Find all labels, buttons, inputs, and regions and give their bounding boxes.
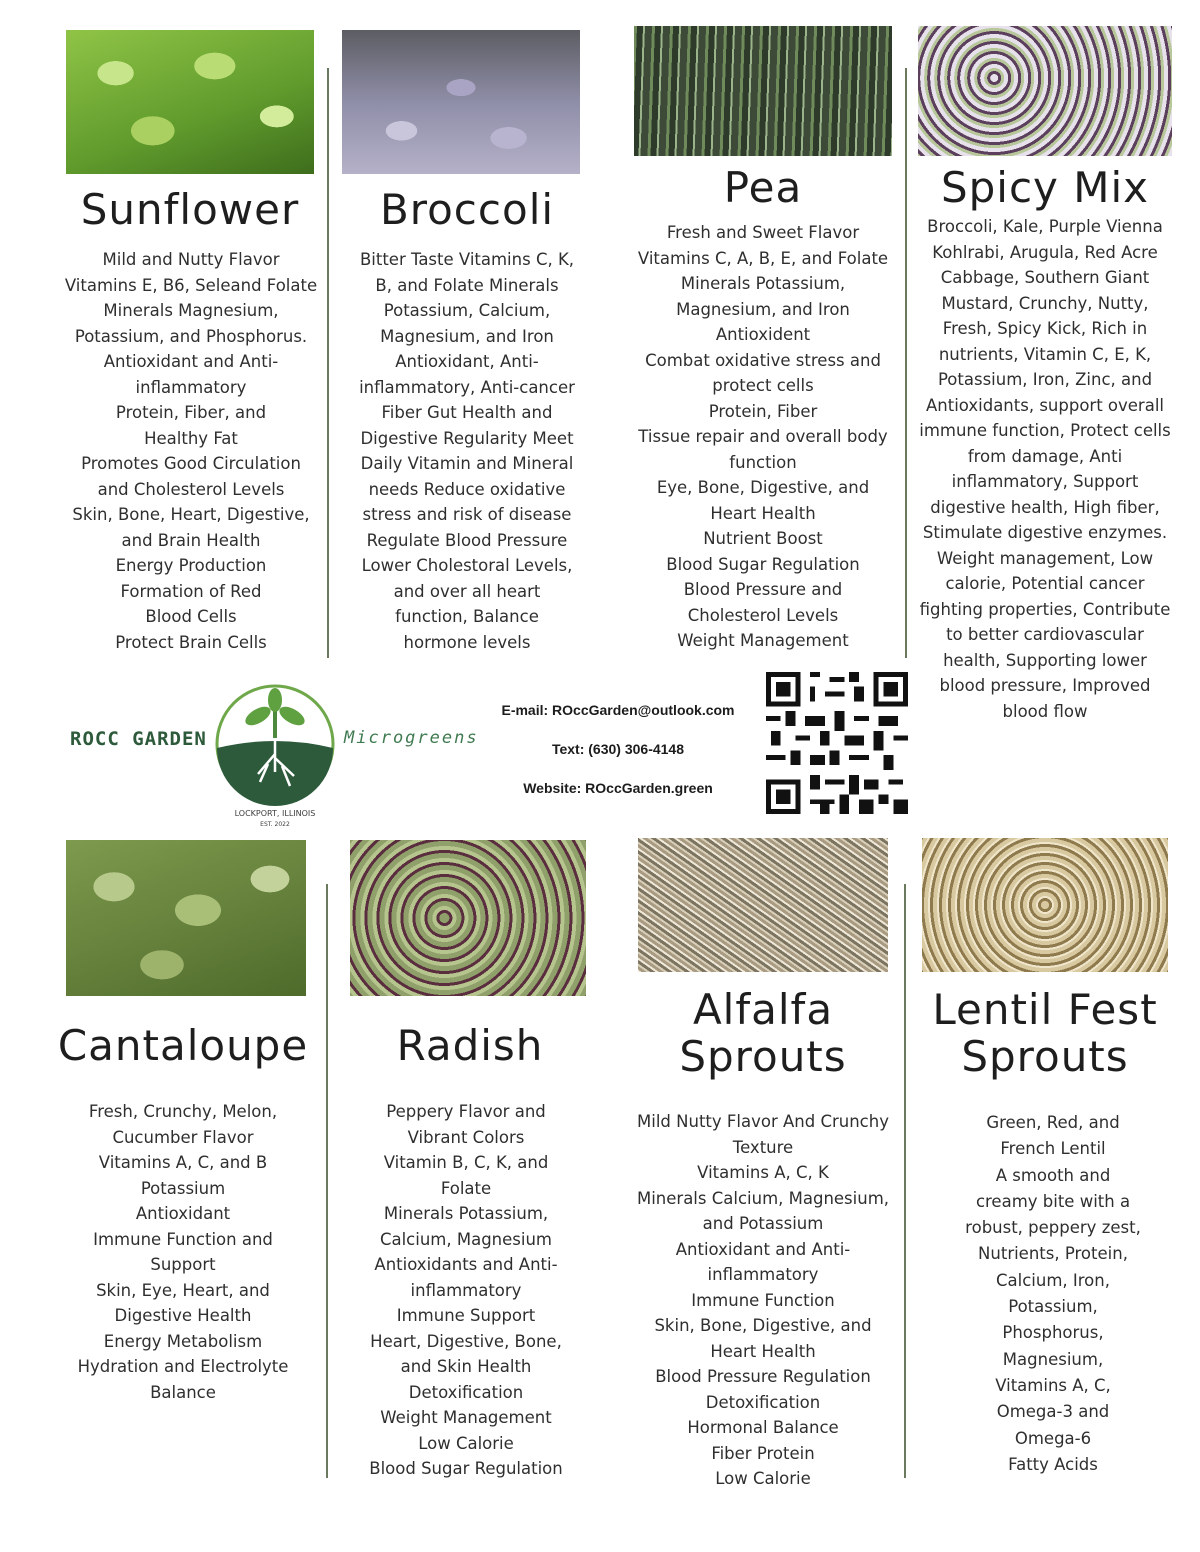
detail-line: Vitamins E, B6, Seleand Folate [64, 275, 318, 295]
detail-line: Green, Red, and [986, 1113, 1120, 1132]
detail-line: Low Calorie [715, 1469, 811, 1488]
detail-line: stress and risk of disease [362, 505, 572, 524]
detail-line: Immune Function [691, 1290, 835, 1310]
detail-line: fighting properties, Contribute [919, 599, 1171, 619]
detail-line: Fresh, Crunchy, Melon, [88, 1102, 278, 1121]
detail-line: Antioxidant and Anti- [103, 352, 279, 371]
detail-line: Hydration and Electrolyte [77, 1357, 289, 1376]
detail-line: Calcium, Iron, [996, 1270, 1110, 1290]
alfalfa-title-line: Sprouts [679, 1032, 847, 1082]
detail-line: Fiber Protein [711, 1443, 815, 1463]
detail-line: Tissue repair and overall body [638, 427, 888, 446]
detail-line: Kohlrabi, Arugula, Red Acre [932, 242, 1158, 262]
detail-line: Magnesium, [1002, 1349, 1104, 1369]
detail-line: robust, peppery zest, [965, 1218, 1141, 1238]
detail-line: Broccoli, Kale, Purple Vienna [927, 217, 1163, 236]
column-divider [327, 68, 329, 658]
detail-line: Antioxidant, Anti- [395, 352, 539, 371]
radish-details [340, 1099, 592, 1482]
detail-line: Blood Pressure Regulation [655, 1367, 871, 1386]
detail-line: Blood Cells [145, 607, 237, 626]
detail-line: inflammatory [410, 1280, 522, 1300]
detail-line: Blood Sugar Regulation [369, 1459, 563, 1478]
detail-line: Omega-6 [1014, 1428, 1092, 1448]
detail-line: Weight Management [677, 631, 849, 650]
detail-line: Blood Pressure and [683, 580, 843, 599]
detail-line: Energy Production [115, 556, 267, 575]
sunflower-photo [66, 30, 314, 174]
detail-line: Potassium, and Phosphorus. [74, 326, 308, 346]
contact-text: Text: (630) 306-4148 [551, 741, 685, 757]
detail-line: Low Calorie [418, 1433, 514, 1453]
detail-line: Promotes Good Circulation [81, 454, 301, 473]
detail-line: Heart, Digestive, Bone, [370, 1331, 562, 1351]
detail-line: immune function, Protect cells [919, 421, 1171, 440]
brand-tagline: Microgreens [344, 728, 479, 748]
detail-line: Protein, Fiber, and [115, 403, 267, 422]
detail-line: blood pressure, Improved [939, 676, 1151, 695]
pea-details [626, 220, 900, 654]
column-divider [905, 68, 907, 658]
detail-line: blood flow [1002, 701, 1088, 721]
lentil-fest-sprouts-title [918, 986, 1172, 1080]
detail-line: Antioxidant [135, 1204, 231, 1223]
detail-line: and Brain Health [121, 530, 261, 550]
detail-line: health, Supporting lower [943, 650, 1147, 670]
broccoli-details [340, 247, 594, 655]
alfalfa-sprouts-details [624, 1109, 902, 1492]
detail-line: protect cells [712, 376, 814, 395]
detail-line: nutrients, Vitamin C, E, K, [938, 344, 1152, 364]
detail-line: to better cardiovascular [946, 625, 1144, 644]
cantaloupe-title: Cantaloupe [57, 1021, 309, 1070]
detail-line: Nutrients, Protein, [978, 1244, 1128, 1264]
sunflower-details [56, 247, 326, 655]
detail-line: inflammatory, Anti-cancer [359, 377, 575, 397]
detail-line: Calcium, Magnesium [379, 1229, 553, 1249]
detail-line: Digestive Health [114, 1306, 252, 1325]
detail-line: Immune Function and [93, 1229, 273, 1249]
detail-line: Immune Support [396, 1306, 536, 1325]
detail-line: Vibrant Colors [407, 1127, 525, 1147]
logo-location-text: LOCKPORT, ILLINOIS [234, 809, 316, 818]
column-divider [326, 884, 328, 1478]
detail-line: Minerals Calcium, Magnesium, [636, 1188, 890, 1208]
detail-line: Potassium, Calcium, [383, 301, 551, 320]
spicy-mix-details [912, 214, 1178, 724]
detail-line: Antioxident [715, 325, 811, 344]
detail-line: Fiber Gut Health and [381, 403, 553, 422]
broccoli-title: Broccoli [379, 185, 555, 234]
spicy-mix-title: Spicy Mix [940, 163, 1150, 212]
logo-established-text: EST. 2022 [260, 821, 290, 826]
detail-line: Folate [440, 1178, 492, 1198]
rocc-garden-logo-icon [210, 676, 340, 826]
detail-line: Mustard, Crunchy, Nutty, [941, 293, 1149, 313]
detail-line: Texture [732, 1137, 794, 1157]
detail-line: function, Balance [395, 607, 539, 626]
cantaloupe-details [56, 1099, 310, 1405]
detail-line: Stimulate digestive enzymes. [922, 523, 1168, 542]
detail-line: Bitter Taste Vitamins C, K, [359, 250, 575, 269]
detail-line: Vitamin B, C, K, and [383, 1153, 549, 1172]
detail-line: Heart Health [710, 1341, 816, 1361]
detail-line: Cabbage, Southern Giant [940, 268, 1150, 287]
detail-line: Vitamins A, C, and B [98, 1153, 268, 1172]
detail-line: Mild and Nutty Flavor [102, 250, 280, 269]
detail-line: Vitamins C, A, B, E, and Folate [637, 248, 889, 268]
detail-line: Magnesium, and Iron [676, 299, 850, 319]
detail-line: inflammatory [135, 377, 247, 397]
pea-title: Pea [723, 163, 803, 212]
lentil-fest-sprouts-photo [922, 838, 1168, 972]
detail-line: Regulate Blood Pressure [366, 530, 568, 550]
detail-line: Blood Sugar Regulation [666, 554, 860, 574]
detail-line: A smooth and [995, 1165, 1111, 1185]
sunflower-title: Sunflower [80, 185, 300, 234]
detail-line: Fresh and Sweet Flavor [666, 223, 860, 242]
detail-line: Antioxidants, support overall [925, 395, 1164, 415]
detail-line: Potassium, Iron, Zinc, and [937, 370, 1153, 389]
detail-line: Fresh, Spicy Kick, Rich in [942, 319, 1148, 338]
detail-line: Potassium [140, 1178, 226, 1198]
spicy-mix-photo [918, 26, 1172, 156]
contact-website: Website: ROccGarden.green [523, 780, 713, 796]
detail-line: B, and Folate Minerals [375, 275, 559, 295]
detail-line: Minerals Potassium, [383, 1204, 549, 1223]
detail-line: Daily Vitamin and Mineral [360, 454, 574, 473]
detail-line: Omega-3 and [996, 1402, 1110, 1422]
alfalfa-title-line: Alfalfa [692, 985, 834, 1034]
detail-line: Weight Management [380, 1408, 552, 1427]
detail-line: Vitamins A, C, K [697, 1163, 829, 1182]
detail-line: creamy bite with a [975, 1191, 1131, 1211]
detail-line: and Potassium [702, 1214, 824, 1233]
detail-line: Formation of Red [120, 581, 262, 601]
detail-line: Potassium, [1008, 1297, 1098, 1317]
qr-code-icon[interactable] [766, 672, 908, 814]
detail-line: Antioxidants and Anti- [374, 1255, 558, 1274]
detail-line: Magnesium, and Iron [380, 326, 554, 346]
alfalfa-sprouts-photo [638, 838, 888, 972]
detail-line: hormone levels [403, 632, 531, 652]
detail-line: Phosphorus, [1002, 1323, 1104, 1343]
pea-photo [634, 26, 892, 156]
detail-line: and over all heart [393, 581, 541, 601]
lentil-fest-sprouts-details [940, 1110, 1166, 1478]
brand-name: ROCC GARDEN [70, 728, 207, 750]
lentil-title-line: Lentil Fest [932, 985, 1158, 1034]
detail-line: Healthy Fat [144, 428, 238, 448]
detail-line: Antioxidant and Anti- [675, 1239, 851, 1259]
detail-line: Cucumber Flavor [112, 1127, 254, 1147]
radish-photo [350, 840, 586, 996]
detail-line: and Skin Health [400, 1357, 532, 1376]
detail-line: Minerals Potassium, [680, 274, 846, 293]
detail-line: Skin, Eye, Heart, and [96, 1280, 270, 1300]
detail-line: and Cholesterol Levels [97, 479, 285, 499]
detail-line: function [729, 452, 797, 472]
detail-line: Combat oxidative stress and [645, 350, 881, 370]
detail-line: Skin, Bone, Digestive, and [654, 1316, 872, 1335]
detail-line: Protein, Fiber [708, 401, 818, 421]
alfalfa-sprouts-title [634, 986, 892, 1080]
detail-line: Heart Health [710, 503, 816, 523]
cantaloupe-photo [66, 840, 306, 996]
detail-line: French Lentil [1000, 1139, 1106, 1159]
detail-line: Balance [150, 1382, 216, 1402]
radish-title: Radish [396, 1021, 544, 1070]
detail-line: Detoxification [705, 1392, 821, 1412]
detail-line: Energy Metabolism [103, 1331, 263, 1351]
lentil-title-line: Sprouts [961, 1032, 1129, 1082]
detail-line: Minerals Magnesium, [103, 301, 279, 320]
detail-line: Peppery Flavor and [386, 1102, 546, 1121]
detail-line: Skin, Bone, Heart, Digestive, [72, 505, 310, 524]
detail-line: Fatty Acids [1008, 1454, 1098, 1474]
detail-line: Support [150, 1255, 216, 1274]
detail-line: inflammatory [707, 1265, 819, 1284]
detail-line: Hormonal Balance [687, 1418, 839, 1437]
detail-line: needs Reduce oxidative [368, 479, 566, 499]
detail-line: digestive health, High fiber, [930, 497, 1160, 517]
detail-line: Mild Nutty Flavor And Crunchy [637, 1112, 889, 1131]
detail-line: Digestive Regularity Meet [360, 428, 574, 448]
detail-line: from damage, Anti [967, 446, 1123, 466]
detail-line: Detoxification [408, 1382, 524, 1402]
detail-line: calorie, Potential cancer [945, 574, 1145, 593]
detail-line: Vitamins A, C, [995, 1375, 1111, 1395]
broccoli-photo [342, 30, 580, 174]
contact-email: E-mail: ROccGarden@outlook.com [501, 702, 735, 718]
detail-line: Weight management, Low [936, 548, 1154, 568]
detail-line: Cholesterol Levels [687, 605, 839, 625]
detail-line: Lower Cholestoral Levels, [361, 556, 573, 575]
detail-line: Protect Brain Cells [115, 632, 267, 652]
column-divider [904, 884, 906, 1478]
detail-line: Nutrient Boost [703, 529, 823, 548]
detail-line: inflammatory, Support [951, 472, 1139, 491]
detail-line: Eye, Bone, Digestive, and [656, 478, 870, 497]
